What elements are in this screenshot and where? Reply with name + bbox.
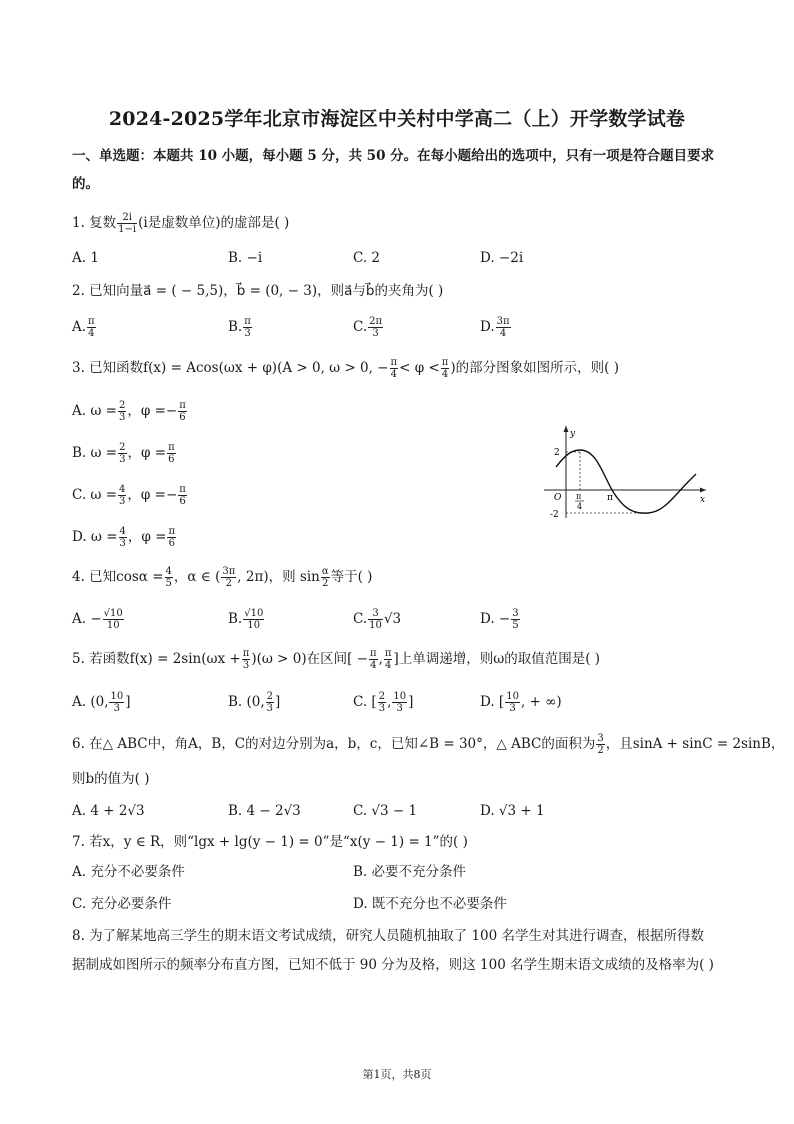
q5-text-a: 5. 若函数f(x) = 2sin(ωx + — [72, 651, 241, 667]
q3-frac2-num: π — [441, 357, 449, 368]
q4-c-label: C. — [353, 611, 368, 627]
question-6 — [72, 733, 784, 756]
q3-d-w — [119, 526, 127, 549]
q5-frac2-den: 4 — [370, 660, 377, 671]
q1-suffix: (i是虚数单位)的虚部是( ) — [138, 215, 290, 231]
q2-d-den: 4 — [499, 328, 507, 339]
q2-b-label: B. — [228, 319, 243, 335]
q2-d-label: D. — [480, 319, 495, 335]
q1-prefix: 1. 复数 — [72, 215, 117, 231]
q5-frac2-num: π — [369, 648, 377, 659]
q3-b-label: B. ω = — [72, 445, 118, 461]
q5-c-label: C. [ — [353, 694, 377, 710]
q3-c-label: C. ω = — [72, 487, 118, 503]
q4-b-frac — [243, 608, 264, 631]
q5-a-tail: ] — [125, 694, 131, 710]
q4-half-frac — [321, 566, 330, 589]
q5-c-num: 2 — [378, 691, 386, 702]
q4-int-den: 2 — [225, 578, 233, 589]
q5-a-frac — [109, 691, 124, 714]
q3-b-w-den: 3 — [119, 454, 126, 465]
q2-option-c — [353, 316, 384, 339]
q5-b-num: 2 — [266, 691, 274, 702]
q4-int-frac — [221, 566, 236, 589]
q5-d-tail: , + ∞) — [520, 694, 562, 710]
q5-d-num: 10 — [506, 691, 519, 702]
q1-option-a: A. 1 — [72, 250, 99, 266]
q2-a-num: π — [88, 316, 95, 327]
q5-frac-3 — [384, 648, 393, 671]
q3-d-p-den: 6 — [168, 538, 175, 549]
q6-area-den: 2 — [597, 745, 604, 756]
q6-option-b: B. 4 − 2√3 — [228, 803, 301, 819]
q4-d-label: D. − — [480, 611, 511, 627]
q2-d-num: 3π — [496, 316, 510, 327]
q3-option-b — [72, 442, 177, 465]
q5-text-d: ]上单调递增，则ω的取值范围是( ) — [393, 651, 601, 667]
question-8-line1: 8. 为了解某地高三学生的期末语文考试成绩，研究人员随机抽取了 100 名学生对其进行调查，根据所得数 — [72, 928, 705, 944]
q3-a-w-num: 2 — [118, 400, 126, 411]
q5-frac1-num: π — [242, 648, 250, 659]
q3-b-sep: ，φ = — [127, 445, 167, 461]
q5-b-label: B. (0, — [228, 694, 265, 710]
q5-d-frac — [505, 691, 520, 714]
q3-frac-2 — [441, 357, 450, 380]
q3-b-p-den: 6 — [168, 454, 175, 465]
q3-a-w-den: 3 — [118, 412, 126, 423]
q5-b-tail: ] — [275, 694, 281, 710]
q5-c-num2: 10 — [393, 691, 407, 702]
q4-option-d — [480, 608, 521, 631]
q3-d-w-den: 3 — [119, 538, 126, 549]
q2-b-num: π — [244, 316, 251, 327]
q3-a-label: A. ω = — [72, 403, 117, 419]
q3-d-w-num: 4 — [119, 526, 126, 537]
q4-b-label: B. — [228, 611, 243, 627]
q7-option-a: A. 充分不必要条件 — [72, 864, 185, 880]
q4-cos-num: 4 — [165, 566, 172, 577]
q5-frac3-den: 4 — [384, 660, 392, 671]
q2-a-den: 4 — [88, 328, 95, 339]
q3-option-c — [72, 484, 188, 507]
question-1 — [72, 212, 289, 235]
q7-option-c: C. 充分必要条件 — [72, 896, 172, 912]
q5-c-frac-1 — [378, 691, 386, 714]
q4-b-den: 10 — [247, 620, 261, 631]
q5-a-num: 10 — [110, 691, 124, 702]
q6-text-a: 6. 在△ ABC中，角A，B，C的对边分别为a，b，c，已知∠B = 30°，△ ABC的面积为 — [72, 736, 596, 752]
page-title: 2024-2025学年北京市海淀区中关村中学高二（上）开学数学试卷 — [108, 108, 686, 130]
q5-d-label: D. [ — [480, 694, 505, 710]
section-instructions-line2: 的。 — [72, 176, 99, 192]
q3-d-p — [167, 526, 176, 549]
y-axis-arrow — [564, 426, 569, 432]
q5-option-b — [228, 691, 280, 714]
q3-frac2-den: 4 — [441, 369, 449, 380]
q3-c-p — [178, 484, 187, 507]
q2-d-frac — [496, 316, 511, 339]
q3-b-p-num: π — [168, 442, 175, 453]
q1-option-d: D. −2i — [480, 250, 524, 266]
q3-d-label: D. ω = — [72, 529, 118, 545]
q4-text-a: 4. 已知cosα = — [72, 569, 164, 585]
q2-option-b — [228, 316, 253, 339]
q4-d-den: 5 — [512, 620, 519, 631]
q5-c-frac-2 — [392, 691, 407, 714]
q4-d-num: 3 — [512, 608, 519, 619]
q5-option-c: C. [ $\frac{2}{3}$ , $\frac{10}{3}$ ] — [353, 691, 414, 714]
q4-c-num: 3 — [368, 608, 383, 620]
tick-pi-num: π — [576, 492, 582, 501]
x-axis-arrow — [700, 488, 706, 493]
question-3 — [72, 357, 619, 380]
q5-option-a — [72, 691, 131, 714]
q4-option-b — [228, 608, 265, 631]
q7-option-d: D. 既不充分也不必要条件 — [353, 896, 507, 912]
q3-d-sep: ，φ = — [127, 529, 167, 545]
question-4 — [72, 566, 372, 589]
q3-b-w — [118, 442, 126, 465]
y-axis-label: y — [570, 429, 576, 439]
q3-a-p — [178, 400, 187, 423]
q4-int-num: 3π — [222, 566, 236, 577]
section-instructions-line1: 一、单选题：本题共 10 小题，每小题 5 分，共 50 分。在每小题给出的选项中，只有一项是符合题目要求 — [72, 148, 715, 164]
q4-c-den: 10 — [369, 620, 382, 631]
q4-text-b: ，α ∈ ( — [173, 569, 221, 585]
q5-frac3-num: π — [384, 648, 392, 659]
q3-d-p-num: π — [168, 526, 176, 537]
q5-frac-2 — [369, 648, 378, 671]
q4-text-c: , 2π)，则 sin — [237, 569, 320, 585]
max-label: 2 — [554, 448, 560, 458]
q3-a-p-num: π — [179, 400, 186, 411]
tick-pi-label: π — [607, 493, 613, 503]
q5-frac1-den: 3 — [242, 660, 250, 671]
q3-function-graph — [540, 422, 710, 522]
q3-c-w — [118, 484, 126, 507]
q6-option-a: A. 4 + 2√3 — [72, 803, 145, 819]
page-footer: 第1页，共8页 — [362, 1068, 432, 1081]
q4-option-c — [353, 608, 401, 631]
q3-frac1-num: π — [390, 357, 398, 368]
q4-a-den: 10 — [106, 620, 120, 631]
q7-option-b: B. 必要不充分条件 — [353, 864, 467, 880]
q1-frac-den: 1−i — [118, 224, 137, 235]
question-6-line2: 则b的值为( ) — [72, 771, 150, 787]
q2-b-den: 3 — [244, 328, 251, 339]
q3-text-b: < φ < — [399, 360, 440, 376]
q6-text-b: ，且sinA + sinC = 2sinB， — [605, 736, 785, 752]
q5-frac-1 — [242, 648, 251, 671]
q4-half-num: α — [321, 566, 329, 577]
q4-a-num: √10 — [103, 608, 123, 619]
q5-c-den2: 3 — [396, 703, 403, 714]
q2-c-frac — [368, 316, 383, 339]
q4-c-tail: √3 — [383, 611, 402, 627]
q3-b-w-num: 2 — [119, 442, 126, 453]
q3-b-p — [167, 442, 176, 465]
q3-frac-1 — [390, 357, 399, 380]
question-8-line2: 据制成如图所示的频率分布直方图，已知不低于 90 分为及格，则这 100 名学生期末语文成绩的及格率为( ) — [72, 957, 714, 973]
q5-b-frac — [266, 691, 274, 714]
q3-c-w-num: 4 — [119, 484, 126, 495]
q5-c-den: 3 — [378, 703, 386, 714]
q2-c-num: 2π — [369, 316, 383, 327]
q3-c-p-num: π — [179, 484, 186, 495]
q4-a-label: A. − — [72, 611, 102, 627]
q2-a-label: A. — [72, 319, 87, 335]
q5-option-d — [480, 691, 562, 714]
q5-text-b: )(ω > 0)在区间[ − — [251, 651, 368, 667]
q1-frac-num: 2i — [117, 212, 137, 224]
q2-option-d — [480, 316, 512, 339]
question-2: 2. 已知向量a⃗ = ( − 5,5)，b⃗ = (0, − 3)，则a⃗与b⃗的夹角为( ) — [72, 283, 444, 299]
q5-b-den: 3 — [266, 703, 274, 714]
x-axis-label: x — [700, 495, 706, 505]
q3-a-sep: ，φ =− — [127, 403, 178, 419]
q4-cos-frac — [165, 566, 173, 589]
q2-b-frac — [243, 316, 252, 339]
q3-a-w — [118, 400, 126, 423]
q5-a-label: A. (0, — [72, 694, 109, 710]
q6-option-c: C. √3 − 1 — [353, 803, 418, 819]
q3-text-a: 3. 已知函数f(x) = Acos(ωx + φ)(A > 0, ω > 0, − — [72, 360, 389, 376]
q3-option-a — [72, 400, 188, 423]
q2-option-a — [72, 316, 97, 339]
q5-d-den: 3 — [509, 703, 516, 714]
q4-d-frac — [511, 608, 519, 631]
q2-c-den: 3 — [372, 328, 379, 339]
q4-b-num: √10 — [244, 608, 264, 619]
q2-c-label: C. — [353, 319, 368, 335]
q5-text-c: , — [378, 651, 383, 667]
q6-area-frac — [596, 733, 604, 756]
q5-a-den: 3 — [113, 703, 121, 714]
q3-option-d — [72, 526, 177, 549]
q3-c-sep: ，φ =− — [127, 487, 178, 503]
q1-option-c: C. 2 — [353, 250, 381, 266]
q3-frac1-den: 4 — [390, 369, 398, 380]
q3-c-p-den: 6 — [179, 496, 186, 507]
q4-c-frac — [368, 608, 383, 631]
origin-label: O — [554, 493, 562, 503]
q6-area-num: 3 — [597, 733, 604, 744]
q3-a-p-den: 6 — [179, 412, 186, 423]
min-label: -2 — [550, 510, 559, 520]
q6-option-d: D. √3 + 1 — [480, 803, 545, 819]
q4-half-den: 2 — [322, 578, 329, 589]
question-7: 7. 若x，y ∈ R，则“lgx + lg(y − 1) = 0”是“x(y − 1) = 1”的( ) — [72, 834, 468, 850]
q3-c-w-den: 3 — [119, 496, 126, 507]
q4-text-d: 等于( ) — [330, 569, 373, 585]
q4-option-a — [72, 608, 125, 631]
q3-text-c: )的部分图象如图所示，则( ) — [450, 360, 619, 376]
q4-cos-den: 5 — [165, 578, 172, 589]
q1-fraction — [117, 212, 137, 235]
tick-pi-den: 4 — [577, 502, 583, 511]
q2-a-frac — [87, 316, 96, 339]
question-5 — [72, 648, 600, 671]
q4-a-frac — [103, 608, 124, 631]
q1-option-b: B. −i — [228, 250, 263, 266]
